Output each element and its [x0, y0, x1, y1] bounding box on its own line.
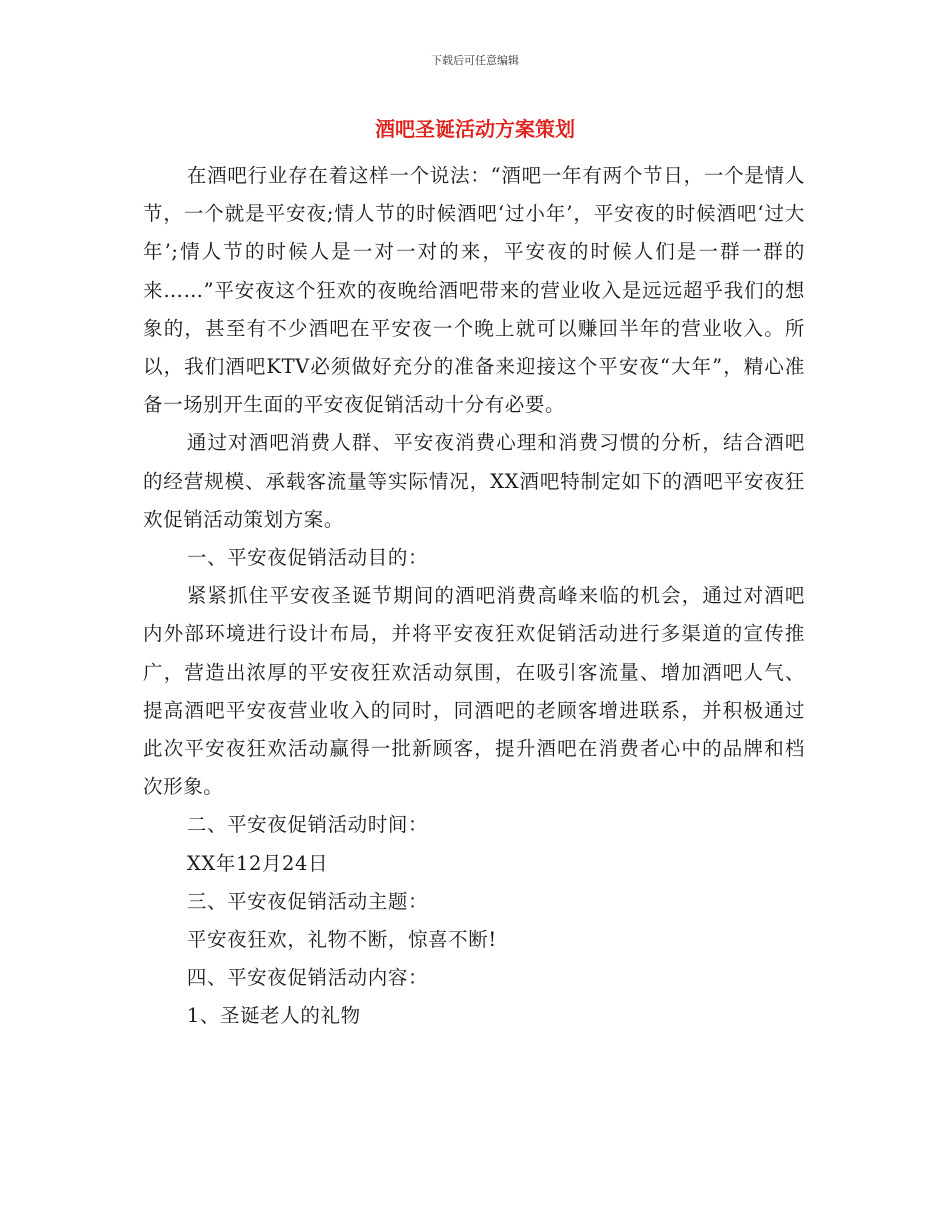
download-note: 下载后可任意编辑 [431, 54, 519, 67]
section-heading-time: 二、平安夜促销活动时间： [186, 813, 429, 837]
paragraph-time: XX年12月24日 [186, 851, 329, 875]
section-heading-purpose: 一、平安夜促销活动目的： [186, 546, 429, 570]
paragraph-purpose: 紧紧抓住平安夜圣诞节期间的酒吧消费高峰来临的机会，通过对酒吧内外部环境进行设计布局，并将平安夜狂欢促销活动进行多渠道的宣传推广，营造出浓厚的平安夜狂欢活动氛围，在吸引客流量、增加酒吧人气、提高酒吧平安夜营业收入的同时，同酒吧的老顾客增进联系，并积极通过此次平安夜狂欢活动赢得一批新顾客，提升酒吧在消费者心中的品牌和档次形象。 [143, 584, 805, 799]
section-heading-theme: 三、平安夜促销活动主题： [186, 889, 429, 913]
paragraph-theme: 平安夜狂欢，礼物不断，惊喜不断! [186, 928, 497, 952]
paragraph-intro: 在酒吧行业存在着这样一个说法：“酒吧一年有两个节日，一个是情人节，一个就是平安夜;情人节的时候酒吧‘过小年’，平安夜的时候酒吧‘过大年’;情人节的时候人是一对一对的来，平安夜的时候人们是一群一群的来……”平安夜这个狂欢的夜晚给酒吧带来的营业收入是远远超乎我们的想象的，甚至有不少酒吧在平安夜一个晚上就可以赚回半年的营业收入。所以，我们酒吧KTV必须做好充分的准备来迎接这个平安夜“大年”，精心准备一场别开生面的平安夜促销活动十分有必要。 [143, 164, 805, 417]
section-heading-content: 四、平安夜促销活动内容： [186, 966, 429, 990]
list-item-santa-gift: 1、圣诞老人的礼物 [186, 1004, 361, 1028]
document-title: 酒吧圣诞活动方案策划 [375, 117, 575, 141]
paragraph-analysis: 通过对酒吧消费人群、平安夜消费心理和消费习惯的分析，结合酒吧的经营规模、承载客流量等实际情况，XX酒吧特制定如下的酒吧平安夜狂欢促销活动策划方案。 [143, 431, 805, 531]
document-body [143, 157, 805, 1036]
